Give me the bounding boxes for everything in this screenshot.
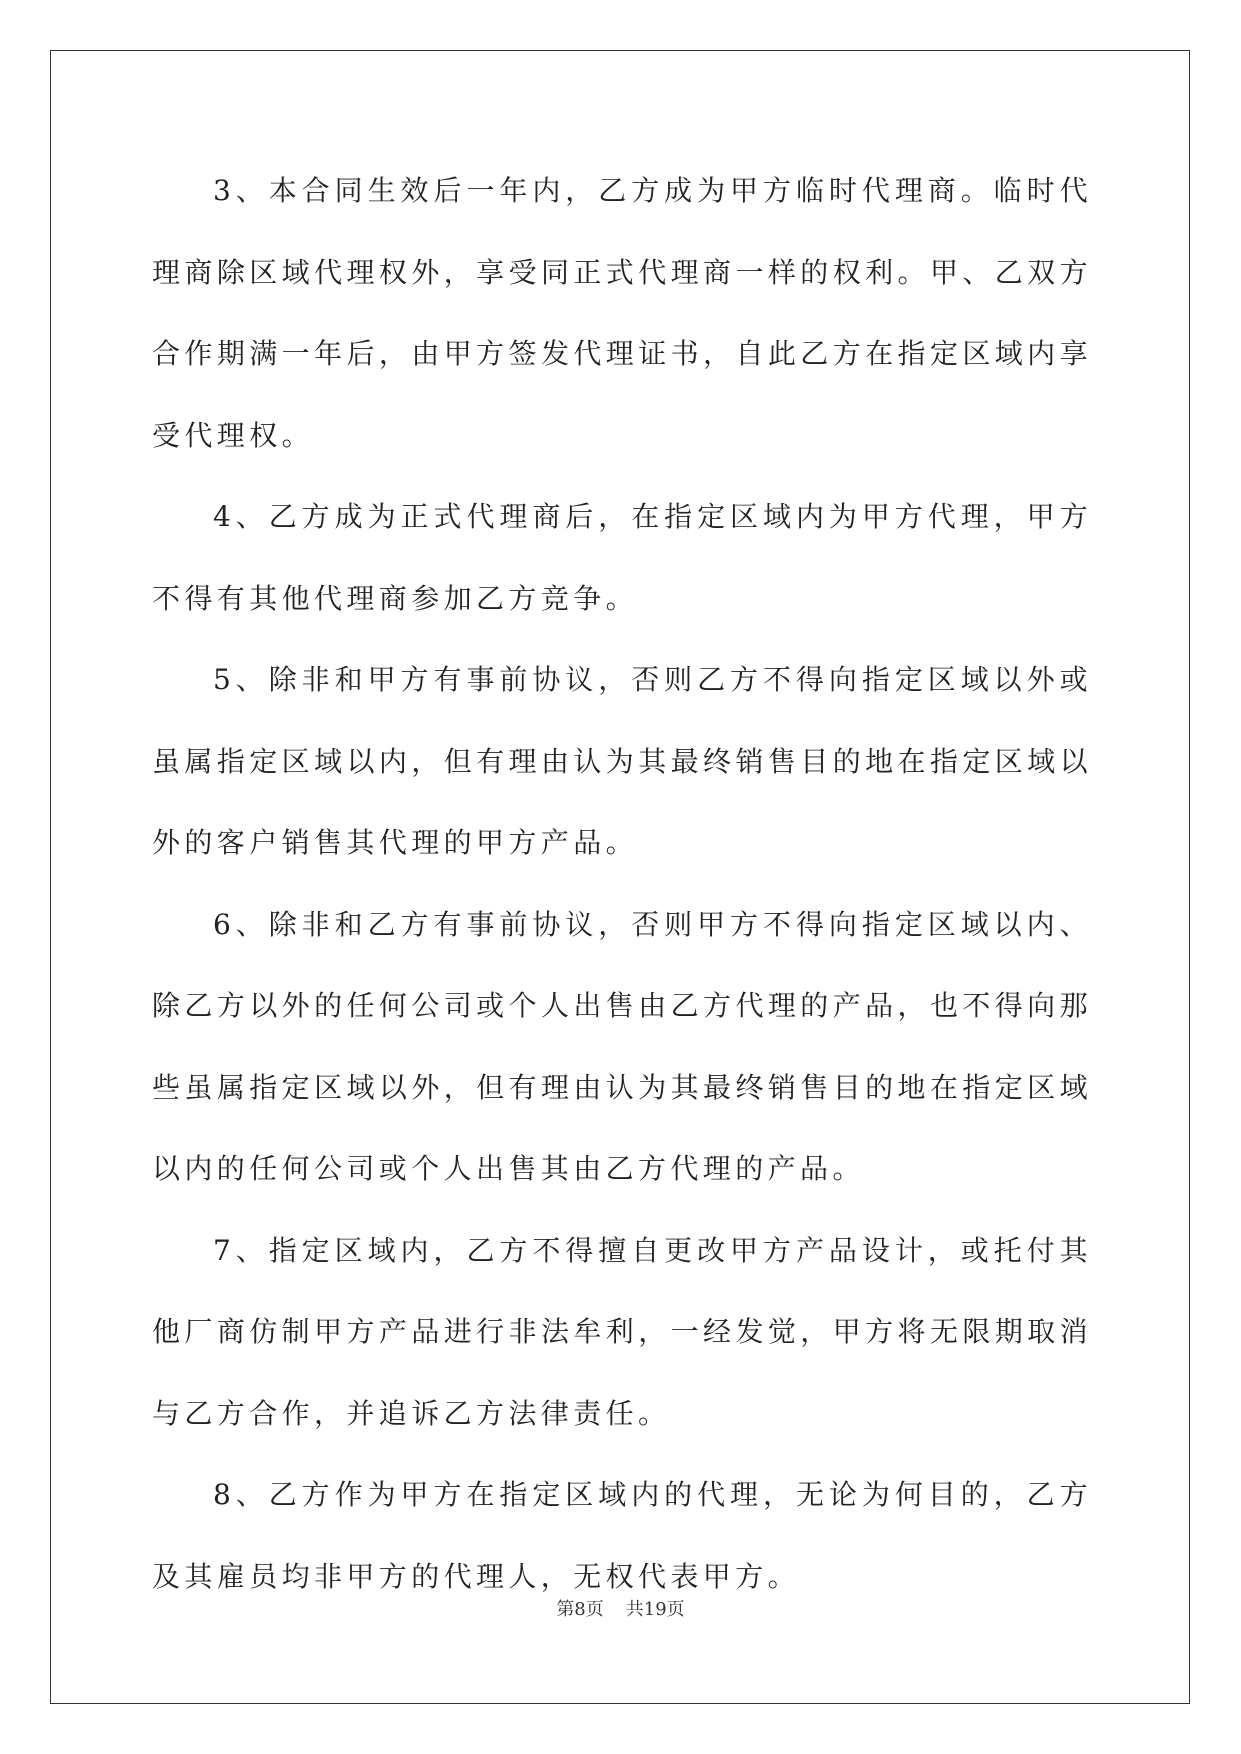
clause-6: 6、除非和乙方有事前协议，否则甲方不得向指定区域以内、除乙方以外的任何公司或个人出售由乙方代理的产品，也不得向那些虽属指定区域以外，但有理由认为其最终销售目的地在指定区域以内的任何公司或个人出售其由乙方代理的产品。: [152, 907, 1092, 1185]
clause-8: 8、乙方作为甲方在指定区域内的代理，无论为何目的，乙方及其雇员均非甲方的代理人，无权代表甲方。: [152, 1478, 1092, 1593]
clause-7: 7、指定区域内，乙方不得擅自更改甲方产品设计，或托付其他厂商仿制甲方产品进行非法牟利，一经发觉，甲方将无限期取消与乙方合作，并追诉乙方法律责任。: [152, 1233, 1092, 1430]
clause-5: 5、除非和甲方有事前协议，否则乙方不得向指定区域以外或虽属指定区域以内，但有理由认为其最终销售目的地在指定区域以外的客户销售其代理的甲方产品。: [152, 663, 1092, 859]
page-footer: [0, 1598, 1241, 1622]
document-body: [152, 150, 1092, 1617]
clause-4: 4、乙方成为正式代理商后，在指定区域内为甲方代理，甲方不得有其他代理商参加乙方竞争。: [152, 500, 1092, 615]
page-number-current: 第8页: [556, 1599, 604, 1620]
clause-3: 3、本合同生效后一年内，乙方成为甲方临时代理商。临时代理商除区域代理权外，享受同正式代理商一样的权利。甲、乙双方合作期满一年后，由甲方签发代理证书，自此乙方在指定区域内享受代理权。: [152, 174, 1092, 452]
page-number-total: 共19页: [625, 1599, 685, 1620]
